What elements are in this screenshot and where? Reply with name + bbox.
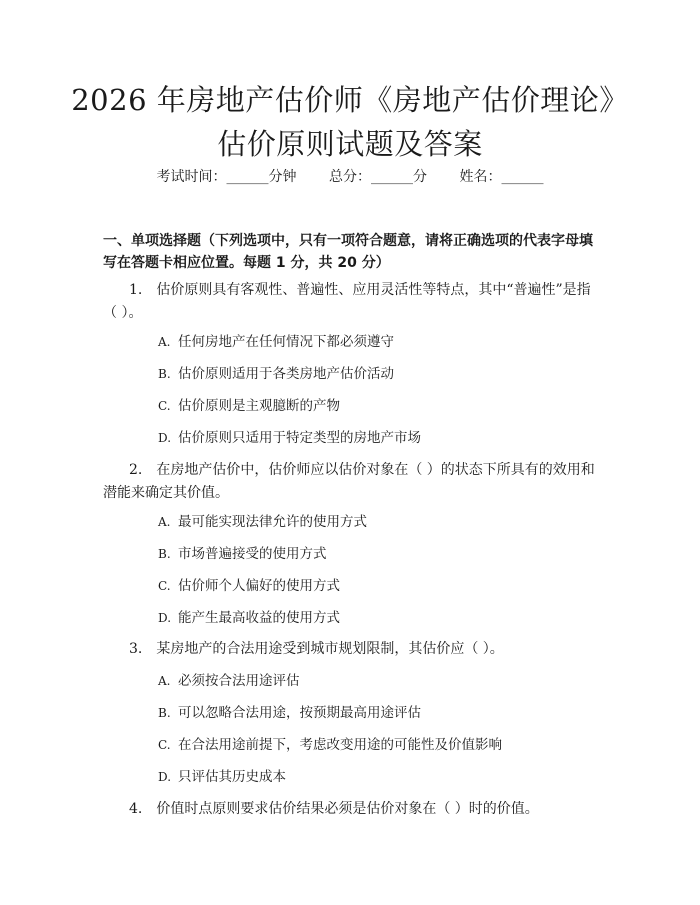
option-1b: [158, 364, 394, 384]
option-letter: B.: [158, 547, 171, 561]
option-text: 最可能实现法律允许的使用方式: [178, 514, 367, 530]
option-text: 可以忽略合法用途，按预期最高用途评估: [178, 705, 421, 721]
total-score-field: 总分：______分: [329, 169, 427, 185]
option-1d: [158, 428, 421, 448]
option-1a: [158, 332, 394, 352]
question-2: [103, 459, 603, 505]
question-number: 2.: [129, 462, 143, 478]
option-text: 任何房地产在任何情况下都必须遵守: [178, 334, 394, 350]
option-text: 估价原则是主观臆断的产物: [178, 398, 340, 414]
exam-info-line: [0, 167, 700, 187]
option-letter: B.: [158, 367, 171, 381]
option-2a: [158, 512, 367, 532]
question-number: 1.: [129, 282, 143, 298]
option-2b: [158, 544, 327, 564]
option-text: 估价原则只适用于特定类型的房地产市场: [178, 430, 421, 446]
option-2c: [158, 576, 340, 596]
section-heading: 一、单项选择题（下列选项中，只有一项符合题意，请将正确选项的代表字母填写在答题卡相应位置。每题 1 分，共 20 分）: [103, 233, 593, 271]
option-letter: A.: [158, 335, 171, 349]
option-text: 在合法用途前提下，考虑改变用途的可能性及价值影响: [178, 737, 502, 753]
question-text: 价值时点原则要求估价结果必须是估价对象在（ ）时的价值。: [156, 801, 539, 817]
option-letter: C.: [158, 579, 171, 593]
option-1c: [158, 396, 340, 416]
option-text: 能产生最高收益的使用方式: [178, 610, 340, 626]
question-4: [103, 798, 603, 821]
option-3b: [158, 703, 421, 723]
student-name-field: 姓名：______: [459, 169, 544, 185]
question-text: 在房地产估价中，估价师应以估价对象在（ ）的状态下所具有的效用和潜能来确定其价值。: [103, 462, 595, 501]
question-3: [103, 638, 603, 661]
question-number: 3.: [129, 641, 143, 657]
option-letter: D.: [158, 770, 172, 784]
option-3c: [158, 735, 502, 755]
question-text: 估价原则具有客观性、普遍性、应用灵活性等特点，其中“普遍性”是指（ ）。: [103, 282, 591, 321]
document-title: 2026 年房地产估价师《房地产估价理论》估价原则试题及答案: [71, 83, 629, 161]
option-letter: C.: [158, 399, 171, 413]
option-text: 必须按合法用途评估: [178, 673, 300, 689]
option-letter: D.: [158, 611, 172, 625]
question-number: 4.: [129, 801, 143, 817]
option-text: 估价师个人偏好的使用方式: [178, 578, 340, 594]
option-letter: C.: [158, 738, 171, 752]
option-text: 市场普遍接受的使用方式: [178, 546, 327, 562]
option-letter: A.: [158, 674, 171, 688]
option-text: 只评估其历史成本: [178, 769, 286, 785]
option-2d: [158, 608, 340, 628]
exam-time-field: 考试时间：______分钟: [156, 169, 297, 185]
option-text: 估价原则适用于各类房地产估价活动: [178, 366, 394, 382]
question-text: 某房地产的合法用途受到城市规划限制，其估价应（ ）。: [156, 641, 504, 657]
option-3d: [158, 767, 286, 787]
option-letter: D.: [158, 431, 172, 445]
option-3a: [158, 671, 300, 691]
option-letter: A.: [158, 515, 171, 529]
question-1: [103, 279, 603, 325]
option-letter: B.: [158, 706, 171, 720]
